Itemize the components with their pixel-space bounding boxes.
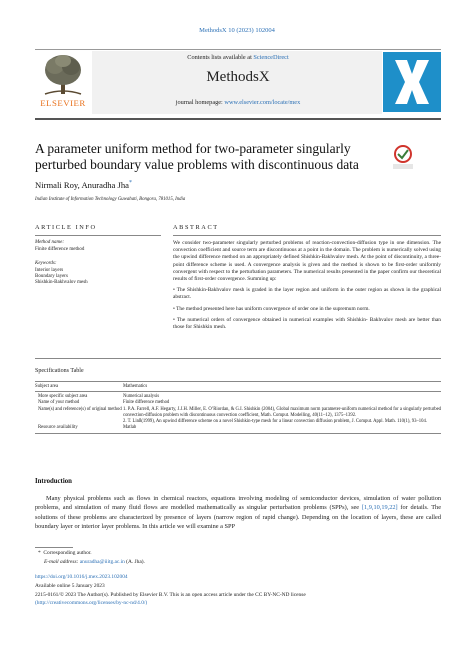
abstract-paragraph: We consider two-parameter singularly perturbed problems of reaction-convection-diffusion type in one dimension. The convection coefficient and source term are discontinuous at a point in the domain. The problem is numerically solved using the upwind difference method on an appropriately defined Shishkin-Bakhvalov mesh. At the point of discontinuity, a three-point difference scheme is used. A convergence analysis is given and the method is shown to be first-order uniformly convergent with respect to the perturbation parameters. The numerical results presented in the paper confirm our theoretical results of first-order convergence. Summing up:: [173, 240, 441, 283]
footnote-rule: [35, 547, 73, 548]
table-cell-value: [123, 407, 441, 425]
abstract-heading: ABSTRACT: [173, 224, 219, 231]
affiliation: Indian Institute of Information Technology Guwahati, Bongora, 781015, India: [35, 197, 186, 202]
methodsx-logo: [383, 52, 441, 112]
author-names: Nirmali Roy, Anuradha Jha: [35, 180, 129, 190]
table-row: [35, 425, 441, 433]
article-info-rule: [35, 235, 161, 236]
method-name-label: Method name:: [35, 240, 65, 245]
elsevier-wordmark: ELSEVIER: [40, 98, 86, 108]
available-online: Available online 5 January 2023: [35, 583, 105, 589]
table-row: [35, 391, 441, 400]
method-name-value: Finite difference method: [35, 247, 85, 252]
table-cell-label: More specific subject area: [38, 393, 88, 399]
abstract-bottom-rule: [35, 358, 441, 359]
table-cell-value: Matlab: [123, 425, 441, 433]
contents-prefix: Contents lists available at: [187, 54, 254, 61]
homepage-prefix: journal homepage:: [175, 99, 225, 106]
email-link[interactable]: anuradha@iiitg.ac.in: [79, 559, 125, 565]
running-head: MethodsX 10 (2023) 102004: [199, 27, 275, 34]
keyword: Interior layers: [35, 268, 64, 273]
keyword: Boundary layers: [35, 274, 68, 280]
table-cell-value: Mathematics: [123, 382, 441, 392]
introduction-paragraph: [35, 494, 441, 532]
abstract-bullet: • The numerical orders of convergence obtained in numerical examples with Shishkin- Bakhvalov mesh are better than those for Shishkin mesh.: [173, 316, 441, 331]
copyright-line: 2215-0161/© 2023 The Author(s). Published by Elsevier B.V. This is an open access article under the CC BY-NC-ND license: [35, 592, 306, 598]
journal-name: MethodsX: [206, 69, 270, 85]
table-row: [35, 382, 441, 392]
table-cell-label: Name(s) and reference(s) of original method: [38, 406, 122, 412]
license-link[interactable]: (http://creativecommons.org/licenses/by-nc-nd/4.0/): [35, 600, 148, 606]
table-cell-label: Name of your method: [38, 400, 80, 406]
corresponding-footnote: [38, 550, 92, 556]
footnote-mark: *: [38, 550, 41, 556]
contents-line: [90, 54, 386, 61]
specifications-table: [35, 381, 441, 434]
email-label: E-mail address:: [44, 559, 80, 565]
abstract-bullet: • The method presented here has uniform convergence of order one in the supremum norm.: [173, 305, 370, 312]
homepage-link[interactable]: www.elsevier.com/locate/mex: [224, 99, 301, 106]
sciencedirect-link[interactable]: ScienceDirect: [253, 54, 289, 61]
table-cell-label: Subject area: [35, 382, 123, 392]
keyword: Shishkin-Bakhvalov mesh: [35, 280, 88, 286]
table-row: [35, 407, 441, 425]
check-for-updates-icon[interactable]: [392, 145, 414, 170]
abstract-bullet: • The Shishkin-Bakhvalov mesh is graded in the layer region and uniform in the outer region as shown in the graphical abstract.: [173, 287, 441, 301]
corresponding-author-mark[interactable]: *: [128, 180, 132, 187]
table-cell-value: Numerical analysis: [123, 393, 160, 399]
abstract-body: [173, 240, 441, 335]
citation-link[interactable]: [1,9,10,19,22]: [361, 504, 398, 512]
reference-entry: 1. P.A. Farrell, A.F. Hegarty, J.J.H. Miller, E. O’Riordan, & G.I. Shishkin (2004), Global maximum norm parameter-uniform numerical method for a singularly perturbed convection-diffusion problem with discontinuous convection coefficient, Math. Comput. Modelling, 40(11–12), 1375–1392.: [123, 406, 441, 418]
doi-link[interactable]: https://doi.org/10.1016/j.mex.2023.102004: [35, 574, 128, 580]
abstract-rule: [173, 235, 441, 236]
specifications-title: Specifications Table: [35, 368, 84, 374]
article-title: A parameter uniform method for two-parameter singularly perturbed boundary value problems with discontinuous data: [35, 141, 359, 172]
elsevier-logo: [35, 52, 91, 112]
email-suffix: (A. Jha).: [124, 559, 145, 565]
table-cell-label: Resource availability: [35, 425, 123, 433]
table-cell-value: Finite difference method: [123, 400, 170, 406]
intro-text-start: Many physical problems such as flows in chemical reactors, equations involving modeling of semiconductor devices, simulation of water pollution problems, and simulation of many fluid flows are modelled mathematically as singular perturbation problems (SPPs), see: [35, 495, 441, 512]
reference-entry: 2. T. Linß(1999), An upwind difference scheme on a novel Shishkin-type mesh for a linear convection diffusion problem, J. Comput. Appl. Math. 110(1), 93–104.: [123, 418, 427, 424]
journal-homepage: [90, 99, 386, 106]
keyword-list: [35, 268, 88, 287]
keywords-label: Keywords:: [35, 261, 57, 266]
intro-text-end: for details. The solutions of these problems are characterized by presence of layers (narrow region of rapid change). Depending on the location of layers, these are called boundary layer or interior layer problems. In this article we will examine a SPP: [35, 504, 441, 531]
article-info-heading: ARTICLE INFO: [35, 224, 97, 231]
introduction-heading: Introduction: [35, 478, 72, 485]
author-list: [35, 180, 132, 190]
corresponding-text: Corresponding author.: [43, 550, 92, 556]
email-footnote: [44, 559, 145, 565]
